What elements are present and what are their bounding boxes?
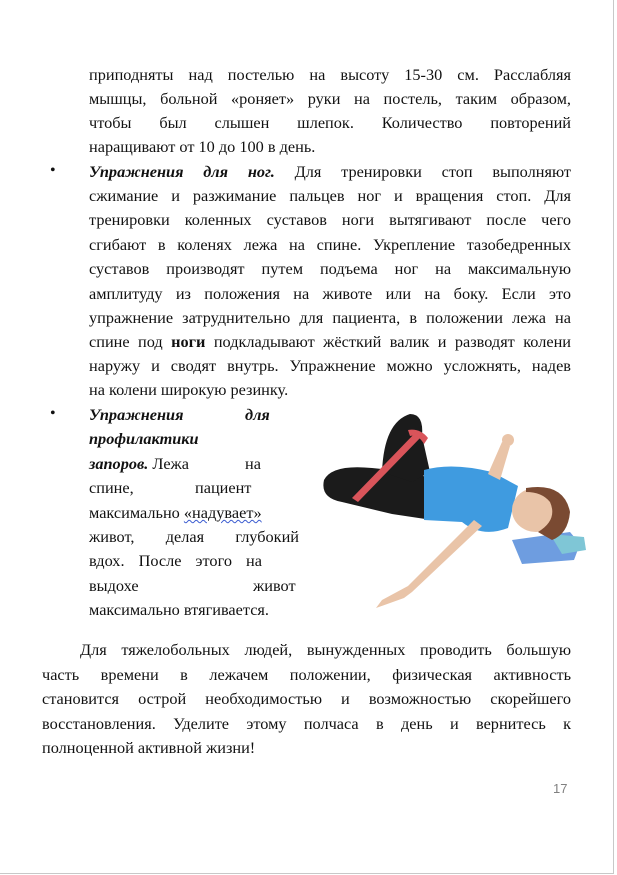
bullet-icon: • <box>50 405 56 422</box>
spellcheck-word: «надувает» <box>183 503 262 522</box>
text-line: живот, делая глубокий <box>89 527 299 546</box>
text-line: полноценной активной жизни! <box>42 738 256 757</box>
text-line: часть времени в лежачем положении, физическая активность <box>42 665 571 684</box>
text-line: суставов производят путем подъема ног на максимальную <box>89 259 571 278</box>
text-span: спине, <box>89 478 134 497</box>
text-line <box>89 162 571 182</box>
bullet-icon: • <box>50 162 56 179</box>
section-title-part: Упражнения <box>89 405 184 424</box>
hand-shape <box>502 434 514 446</box>
text-line: тренировки коленных суставов ноги вытягивают после чего <box>89 210 571 229</box>
text-line: на колени широкую резинку. <box>89 380 289 399</box>
text-span: спине под <box>89 332 172 351</box>
text-line: Для тяжелобольных людей, вынужденных проводить большую <box>80 640 571 659</box>
text-span: Для тренировки стоп выполняют <box>274 162 572 181</box>
page-number: 17 <box>553 781 568 796</box>
section-title-part: профилактики <box>89 429 199 448</box>
text-line: чтобы был слышен шлепок. Количество повторений <box>89 113 571 132</box>
text-span: выдохе <box>89 576 139 595</box>
text-line: приподняты над постелью на высоту 15-30 см. Расслабляя <box>89 65 571 84</box>
section-title-legs: Упражнения для ног. <box>89 162 275 181</box>
exercise-photo <box>312 402 592 608</box>
text-span: Лежа <box>148 454 190 473</box>
section-title-part: запоров. <box>89 454 149 473</box>
text-span: подкладывают жёсткий валик и разводят колени <box>205 332 572 351</box>
section-title-part: для <box>245 405 270 424</box>
text-span: на <box>245 454 261 473</box>
text-line: наращивают от 10 до 100 в день. <box>89 137 316 156</box>
text-line: сгибают в коленях лежа на спине. Укрепление тазобедренных <box>89 235 571 254</box>
text-line: амплитуду из положения на животе или на боку. Если это <box>89 284 571 303</box>
text-line: мышцы, больной «роняет» руки на постель, таким образом, <box>89 89 571 108</box>
text-span: живот <box>253 576 296 595</box>
text-line <box>89 454 189 474</box>
text-span: пациент <box>195 478 252 497</box>
text-span: максимально <box>89 503 184 522</box>
text-line: восстановления. Уделите этому полчаса в день и вернитесь к <box>42 714 571 733</box>
text-line: вдох. После этого на <box>89 551 262 570</box>
text-line: упражнение затруднительно для пациента, в положении лежа на <box>89 308 571 327</box>
text-line: максимально втягивается. <box>89 600 269 619</box>
bold-word: ноги <box>171 332 206 351</box>
text-line: наружу и сводят внутрь. Упражнение можно усложнять, надев <box>89 356 571 375</box>
text-line <box>89 332 571 352</box>
text-line <box>89 503 262 523</box>
text-line: сжимание и разжимание пальцев ног и вращения стоп. Для <box>89 186 571 205</box>
text-line: становится острой необходимостью и возможностью скорейшего <box>42 689 571 708</box>
